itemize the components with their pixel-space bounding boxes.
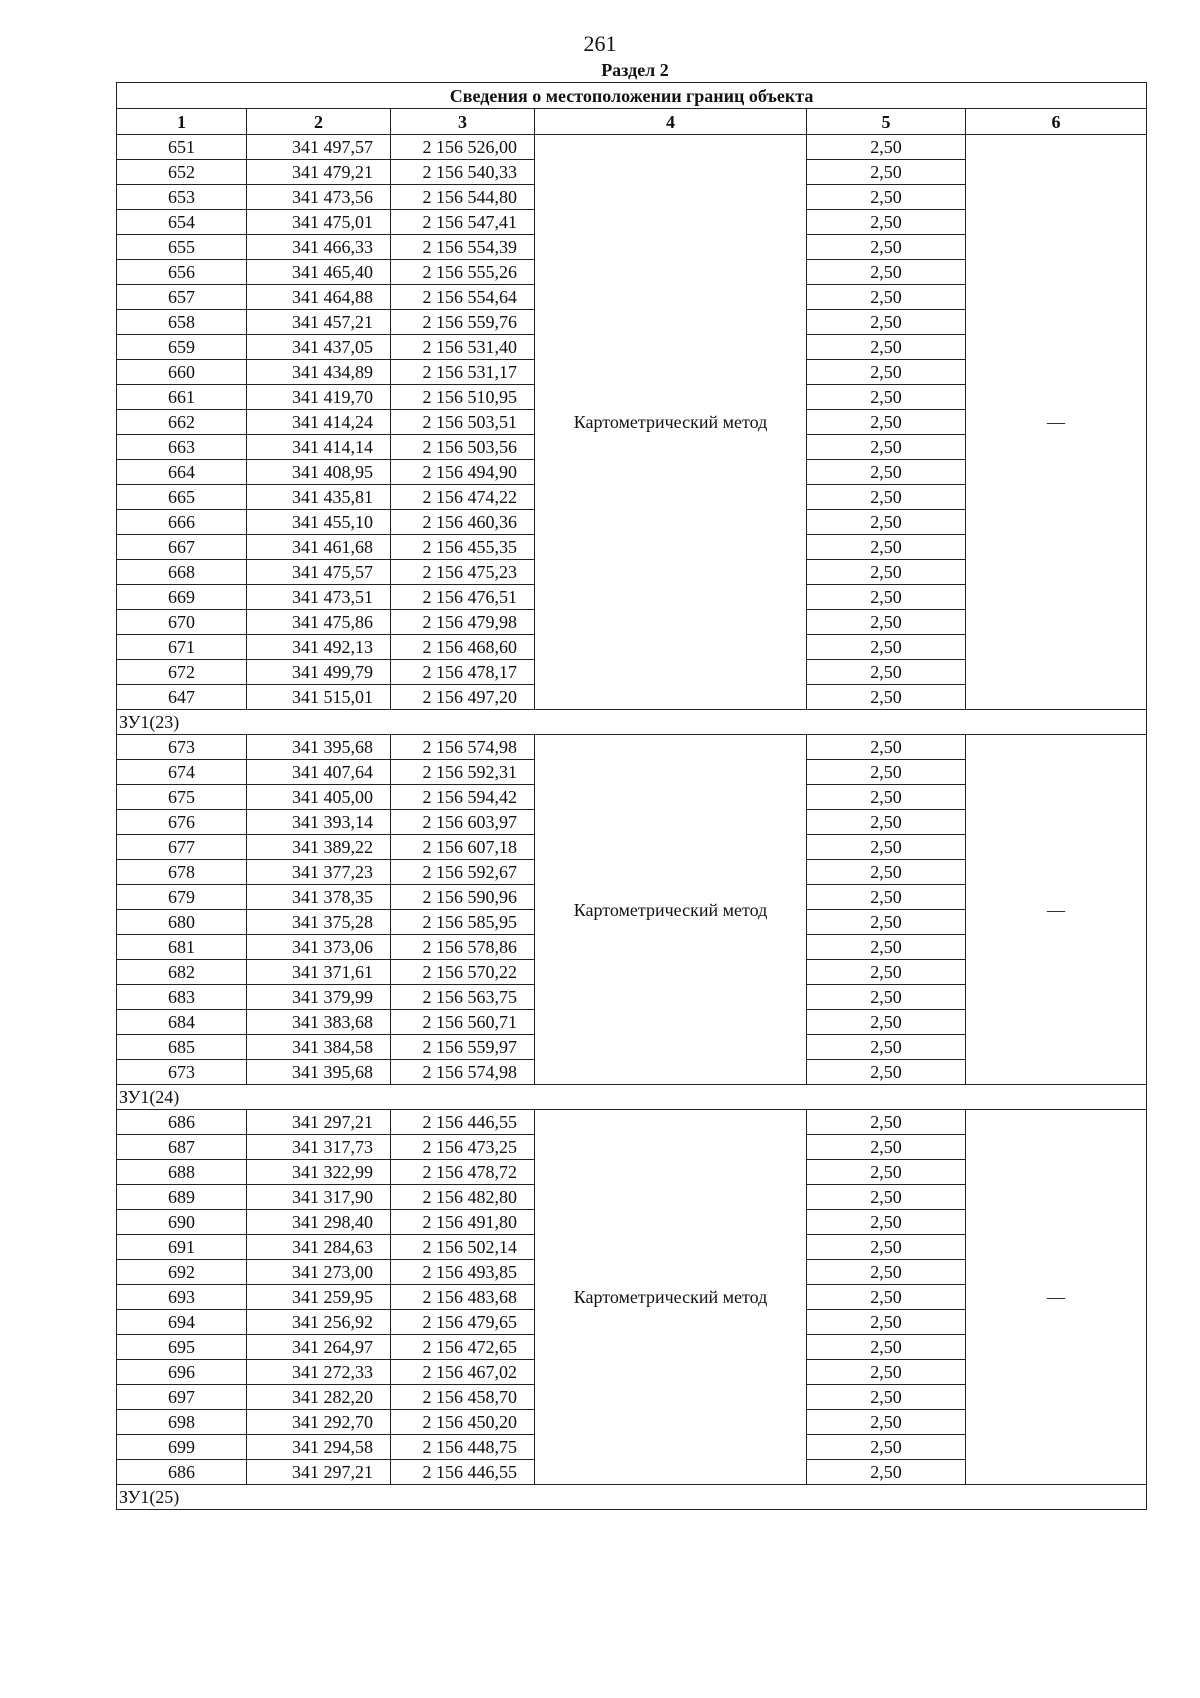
point-number-cell: 686 <box>117 1460 247 1485</box>
x-coordinate-cell: 341 414,14 <box>247 435 391 460</box>
column-header: 5 <box>807 109 966 135</box>
point-number-cell: 647 <box>117 685 247 710</box>
y-coordinate-cell: 2 156 473,25 <box>391 1135 535 1160</box>
point-number-cell: 673 <box>117 735 247 760</box>
x-coordinate-cell: 341 475,01 <box>247 210 391 235</box>
point-number-cell: 692 <box>117 1260 247 1285</box>
x-coordinate-cell: 341 464,88 <box>247 285 391 310</box>
point-number-cell: 653 <box>117 185 247 210</box>
accuracy-cell: 2,50 <box>807 1135 966 1160</box>
accuracy-cell: 2,50 <box>807 510 966 535</box>
point-number-cell: 652 <box>117 160 247 185</box>
accuracy-cell: 2,50 <box>807 1385 966 1410</box>
x-coordinate-cell: 341 384,58 <box>247 1035 391 1060</box>
point-number-cell: 655 <box>117 235 247 260</box>
y-coordinate-cell: 2 156 467,02 <box>391 1360 535 1385</box>
y-coordinate-cell: 2 156 563,75 <box>391 985 535 1010</box>
accuracy-cell: 2,50 <box>807 735 966 760</box>
x-coordinate-cell: 341 497,57 <box>247 135 391 160</box>
accuracy-cell: 2,50 <box>807 185 966 210</box>
point-number-cell: 665 <box>117 485 247 510</box>
point-number-cell: 662 <box>117 410 247 435</box>
y-coordinate-cell: 2 156 559,97 <box>391 1035 535 1060</box>
accuracy-cell: 2,50 <box>807 1235 966 1260</box>
x-coordinate-cell: 341 256,92 <box>247 1310 391 1335</box>
point-number-cell: 695 <box>117 1335 247 1360</box>
point-number-cell: 677 <box>117 835 247 860</box>
point-number-cell: 697 <box>117 1385 247 1410</box>
accuracy-cell: 2,50 <box>807 985 966 1010</box>
accuracy-cell: 2,50 <box>807 1335 966 1360</box>
accuracy-cell: 2,50 <box>807 235 966 260</box>
point-number-cell: 658 <box>117 310 247 335</box>
y-coordinate-cell: 2 156 475,23 <box>391 560 535 585</box>
y-coordinate-cell: 2 156 585,95 <box>391 910 535 935</box>
accuracy-cell: 2,50 <box>807 560 966 585</box>
accuracy-cell: 2,50 <box>807 435 966 460</box>
section-title: Раздел 2 <box>601 60 669 80</box>
y-coordinate-cell: 2 156 476,51 <box>391 585 535 610</box>
note-cell: — <box>966 1110 1147 1485</box>
x-coordinate-cell: 341 408,95 <box>247 460 391 485</box>
y-coordinate-cell: 2 156 578,86 <box>391 935 535 960</box>
method-cell: Картометрический метод <box>535 1110 807 1485</box>
x-coordinate-cell: 341 379,99 <box>247 985 391 1010</box>
x-coordinate-cell: 341 515,01 <box>247 685 391 710</box>
x-coordinate-cell: 341 475,86 <box>247 610 391 635</box>
parcel-label-row <box>117 1485 1147 1510</box>
column-header: 3 <box>391 109 535 135</box>
x-coordinate-cell: 341 297,21 <box>247 1110 391 1135</box>
point-number-cell: 671 <box>117 635 247 660</box>
x-coordinate-cell: 341 419,70 <box>247 385 391 410</box>
point-number-cell: 682 <box>117 960 247 985</box>
point-number-cell: 651 <box>117 135 247 160</box>
x-coordinate-cell: 341 282,20 <box>247 1385 391 1410</box>
x-coordinate-cell: 341 395,68 <box>247 1060 391 1085</box>
accuracy-cell: 2,50 <box>807 760 966 785</box>
x-coordinate-cell: 341 414,24 <box>247 410 391 435</box>
point-number-cell: 666 <box>117 510 247 535</box>
y-coordinate-cell: 2 156 497,20 <box>391 685 535 710</box>
y-coordinate-cell: 2 156 472,65 <box>391 1335 535 1360</box>
note-cell: — <box>966 135 1147 710</box>
x-coordinate-cell: 341 292,70 <box>247 1410 391 1435</box>
x-coordinate-cell: 341 284,63 <box>247 1235 391 1260</box>
point-number-cell: 675 <box>117 785 247 810</box>
accuracy-cell: 2,50 <box>807 535 966 560</box>
parcel-label: ЗУ1(24) <box>117 1085 1147 1110</box>
accuracy-cell: 2,50 <box>807 785 966 810</box>
y-coordinate-cell: 2 156 592,31 <box>391 760 535 785</box>
y-coordinate-cell: 2 156 478,72 <box>391 1160 535 1185</box>
x-coordinate-cell: 341 473,56 <box>247 185 391 210</box>
y-coordinate-cell: 2 156 502,14 <box>391 1235 535 1260</box>
x-coordinate-cell: 341 466,33 <box>247 235 391 260</box>
accuracy-cell: 2,50 <box>807 585 966 610</box>
accuracy-cell: 2,50 <box>807 385 966 410</box>
accuracy-cell: 2,50 <box>807 1285 966 1310</box>
accuracy-cell: 2,50 <box>807 885 966 910</box>
y-coordinate-cell: 2 156 554,39 <box>391 235 535 260</box>
y-coordinate-cell: 2 156 547,41 <box>391 210 535 235</box>
x-coordinate-cell: 341 259,95 <box>247 1285 391 1310</box>
accuracy-cell: 2,50 <box>807 1185 966 1210</box>
x-coordinate-cell: 341 395,68 <box>247 735 391 760</box>
y-coordinate-cell: 2 156 503,51 <box>391 410 535 435</box>
y-coordinate-cell: 2 156 510,95 <box>391 385 535 410</box>
x-coordinate-cell: 341 317,73 <box>247 1135 391 1160</box>
table-row <box>117 735 1147 760</box>
x-coordinate-cell: 341 378,35 <box>247 885 391 910</box>
point-number-cell: 687 <box>117 1135 247 1160</box>
x-coordinate-cell: 341 465,40 <box>247 260 391 285</box>
accuracy-cell: 2,50 <box>807 1435 966 1460</box>
point-number-cell: 669 <box>117 585 247 610</box>
x-coordinate-cell: 341 264,97 <box>247 1335 391 1360</box>
accuracy-cell: 2,50 <box>807 410 966 435</box>
accuracy-cell: 2,50 <box>807 960 966 985</box>
accuracy-cell: 2,50 <box>807 1060 966 1085</box>
point-number-cell: 670 <box>117 610 247 635</box>
x-coordinate-cell: 341 377,23 <box>247 860 391 885</box>
y-coordinate-cell: 2 156 446,55 <box>391 1110 535 1135</box>
point-number-cell: 688 <box>117 1160 247 1185</box>
x-coordinate-cell: 341 298,40 <box>247 1210 391 1235</box>
accuracy-cell: 2,50 <box>807 360 966 385</box>
point-number-cell: 664 <box>117 460 247 485</box>
accuracy-cell: 2,50 <box>807 1410 966 1435</box>
point-number-cell: 693 <box>117 1285 247 1310</box>
y-coordinate-cell: 2 156 560,71 <box>391 1010 535 1035</box>
x-coordinate-cell: 341 434,89 <box>247 360 391 385</box>
accuracy-cell: 2,50 <box>807 910 966 935</box>
x-coordinate-cell: 341 437,05 <box>247 335 391 360</box>
y-coordinate-cell: 2 156 559,76 <box>391 310 535 335</box>
accuracy-cell: 2,50 <box>807 1460 966 1485</box>
y-coordinate-cell: 2 156 479,98 <box>391 610 535 635</box>
table-row <box>117 135 1147 160</box>
table-caption: Сведения о местоположении границ объекта <box>117 83 1147 109</box>
point-number-cell: 656 <box>117 260 247 285</box>
x-coordinate-cell: 341 322,99 <box>247 1160 391 1185</box>
point-number-cell: 657 <box>117 285 247 310</box>
point-number-cell: 694 <box>117 1310 247 1335</box>
accuracy-cell: 2,50 <box>807 935 966 960</box>
accuracy-cell: 2,50 <box>807 1110 966 1135</box>
point-number-cell: 686 <box>117 1110 247 1135</box>
y-coordinate-cell: 2 156 446,55 <box>391 1460 535 1485</box>
page-number: 261 <box>583 31 617 56</box>
x-coordinate-cell: 341 455,10 <box>247 510 391 535</box>
accuracy-cell: 2,50 <box>807 260 966 285</box>
y-coordinate-cell: 2 156 479,65 <box>391 1310 535 1335</box>
y-coordinate-cell: 2 156 491,80 <box>391 1210 535 1235</box>
point-number-cell: 661 <box>117 385 247 410</box>
x-coordinate-cell: 341 297,21 <box>247 1460 391 1485</box>
x-coordinate-cell: 341 393,14 <box>247 810 391 835</box>
accuracy-cell: 2,50 <box>807 310 966 335</box>
y-coordinate-cell: 2 156 555,26 <box>391 260 535 285</box>
y-coordinate-cell: 2 156 603,97 <box>391 810 535 835</box>
x-coordinate-cell: 341 273,00 <box>247 1260 391 1285</box>
point-number-cell: 673 <box>117 1060 247 1085</box>
y-coordinate-cell: 2 156 590,96 <box>391 885 535 910</box>
x-coordinate-cell: 341 371,61 <box>247 960 391 985</box>
y-coordinate-cell: 2 156 554,64 <box>391 285 535 310</box>
y-coordinate-cell: 2 156 574,98 <box>391 735 535 760</box>
parcel-label-row <box>117 710 1147 735</box>
column-header: 6 <box>966 109 1147 135</box>
y-coordinate-cell: 2 156 482,80 <box>391 1185 535 1210</box>
accuracy-cell: 2,50 <box>807 835 966 860</box>
point-number-cell: 696 <box>117 1360 247 1385</box>
x-coordinate-cell: 341 375,28 <box>247 910 391 935</box>
y-coordinate-cell: 2 156 540,33 <box>391 160 535 185</box>
x-coordinate-cell: 341 389,22 <box>247 835 391 860</box>
accuracy-cell: 2,50 <box>807 635 966 660</box>
accuracy-cell: 2,50 <box>807 210 966 235</box>
y-coordinate-cell: 2 156 478,17 <box>391 660 535 685</box>
y-coordinate-cell: 2 156 468,60 <box>391 635 535 660</box>
point-number-cell: 672 <box>117 660 247 685</box>
y-coordinate-cell: 2 156 494,90 <box>391 460 535 485</box>
x-coordinate-cell: 341 461,68 <box>247 535 391 560</box>
point-number-cell: 660 <box>117 360 247 385</box>
accuracy-cell: 2,50 <box>807 810 966 835</box>
y-coordinate-cell: 2 156 493,85 <box>391 1260 535 1285</box>
y-coordinate-cell: 2 156 455,35 <box>391 535 535 560</box>
accuracy-cell: 2,50 <box>807 160 966 185</box>
note-cell: — <box>966 735 1147 1085</box>
method-cell: Картометрический метод <box>535 135 807 710</box>
y-coordinate-cell: 2 156 574,98 <box>391 1060 535 1085</box>
point-number-cell: 699 <box>117 1435 247 1460</box>
point-number-cell: 654 <box>117 210 247 235</box>
y-coordinate-cell: 2 156 483,68 <box>391 1285 535 1310</box>
accuracy-cell: 2,50 <box>807 1260 966 1285</box>
x-coordinate-cell: 341 492,13 <box>247 635 391 660</box>
point-number-cell: 684 <box>117 1010 247 1035</box>
accuracy-cell: 2,50 <box>807 860 966 885</box>
accuracy-cell: 2,50 <box>807 335 966 360</box>
x-coordinate-cell: 341 475,57 <box>247 560 391 585</box>
column-header: 4 <box>535 109 807 135</box>
point-number-cell: 698 <box>117 1410 247 1435</box>
x-coordinate-cell: 341 457,21 <box>247 310 391 335</box>
point-number-cell: 676 <box>117 810 247 835</box>
x-coordinate-cell: 341 272,33 <box>247 1360 391 1385</box>
x-coordinate-cell: 341 473,51 <box>247 585 391 610</box>
point-number-cell: 667 <box>117 535 247 560</box>
y-coordinate-cell: 2 156 607,18 <box>391 835 535 860</box>
x-coordinate-cell: 341 499,79 <box>247 660 391 685</box>
point-number-cell: 690 <box>117 1210 247 1235</box>
x-coordinate-cell: 341 373,06 <box>247 935 391 960</box>
y-coordinate-cell: 2 156 474,22 <box>391 485 535 510</box>
x-coordinate-cell: 341 405,00 <box>247 785 391 810</box>
point-number-cell: 679 <box>117 885 247 910</box>
point-number-cell: 674 <box>117 760 247 785</box>
y-coordinate-cell: 2 156 503,56 <box>391 435 535 460</box>
accuracy-cell: 2,50 <box>807 1310 966 1335</box>
point-number-cell: 659 <box>117 335 247 360</box>
accuracy-cell: 2,50 <box>807 285 966 310</box>
point-number-cell: 681 <box>117 935 247 960</box>
point-number-cell: 668 <box>117 560 247 585</box>
point-number-cell: 680 <box>117 910 247 935</box>
y-coordinate-cell: 2 156 450,20 <box>391 1410 535 1435</box>
point-number-cell: 663 <box>117 435 247 460</box>
accuracy-cell: 2,50 <box>807 460 966 485</box>
point-number-cell: 678 <box>117 860 247 885</box>
point-number-cell: 685 <box>117 1035 247 1060</box>
accuracy-cell: 2,50 <box>807 660 966 685</box>
accuracy-cell: 2,50 <box>807 1160 966 1185</box>
x-coordinate-cell: 341 479,21 <box>247 160 391 185</box>
point-number-cell: 683 <box>117 985 247 1010</box>
parcel-label: ЗУ1(23) <box>117 710 1147 735</box>
boundary-coordinates-table <box>116 82 1147 1510</box>
table-header-row <box>117 109 1147 135</box>
y-coordinate-cell: 2 156 594,42 <box>391 785 535 810</box>
x-coordinate-cell: 341 383,68 <box>247 1010 391 1035</box>
table-caption-row <box>117 83 1147 109</box>
method-cell: Картометрический метод <box>535 735 807 1085</box>
y-coordinate-cell: 2 156 570,22 <box>391 960 535 985</box>
accuracy-cell: 2,50 <box>807 685 966 710</box>
point-number-cell: 689 <box>117 1185 247 1210</box>
accuracy-cell: 2,50 <box>807 610 966 635</box>
y-coordinate-cell: 2 156 544,80 <box>391 185 535 210</box>
y-coordinate-cell: 2 156 592,67 <box>391 860 535 885</box>
y-coordinate-cell: 2 156 448,75 <box>391 1435 535 1460</box>
column-header: 1 <box>117 109 247 135</box>
accuracy-cell: 2,50 <box>807 1035 966 1060</box>
accuracy-cell: 2,50 <box>807 1210 966 1235</box>
x-coordinate-cell: 341 407,64 <box>247 760 391 785</box>
y-coordinate-cell: 2 156 526,00 <box>391 135 535 160</box>
x-coordinate-cell: 341 317,90 <box>247 1185 391 1210</box>
accuracy-cell: 2,50 <box>807 135 966 160</box>
accuracy-cell: 2,50 <box>807 1010 966 1035</box>
parcel-label-row <box>117 1085 1147 1110</box>
point-number-cell: 691 <box>117 1235 247 1260</box>
table-row <box>117 1110 1147 1135</box>
y-coordinate-cell: 2 156 531,17 <box>391 360 535 385</box>
x-coordinate-cell: 341 294,58 <box>247 1435 391 1460</box>
accuracy-cell: 2,50 <box>807 1360 966 1385</box>
y-coordinate-cell: 2 156 458,70 <box>391 1385 535 1410</box>
y-coordinate-cell: 2 156 531,40 <box>391 335 535 360</box>
y-coordinate-cell: 2 156 460,36 <box>391 510 535 535</box>
column-header: 2 <box>247 109 391 135</box>
parcel-label: ЗУ1(25) <box>117 1485 1147 1510</box>
accuracy-cell: 2,50 <box>807 485 966 510</box>
x-coordinate-cell: 341 435,81 <box>247 485 391 510</box>
